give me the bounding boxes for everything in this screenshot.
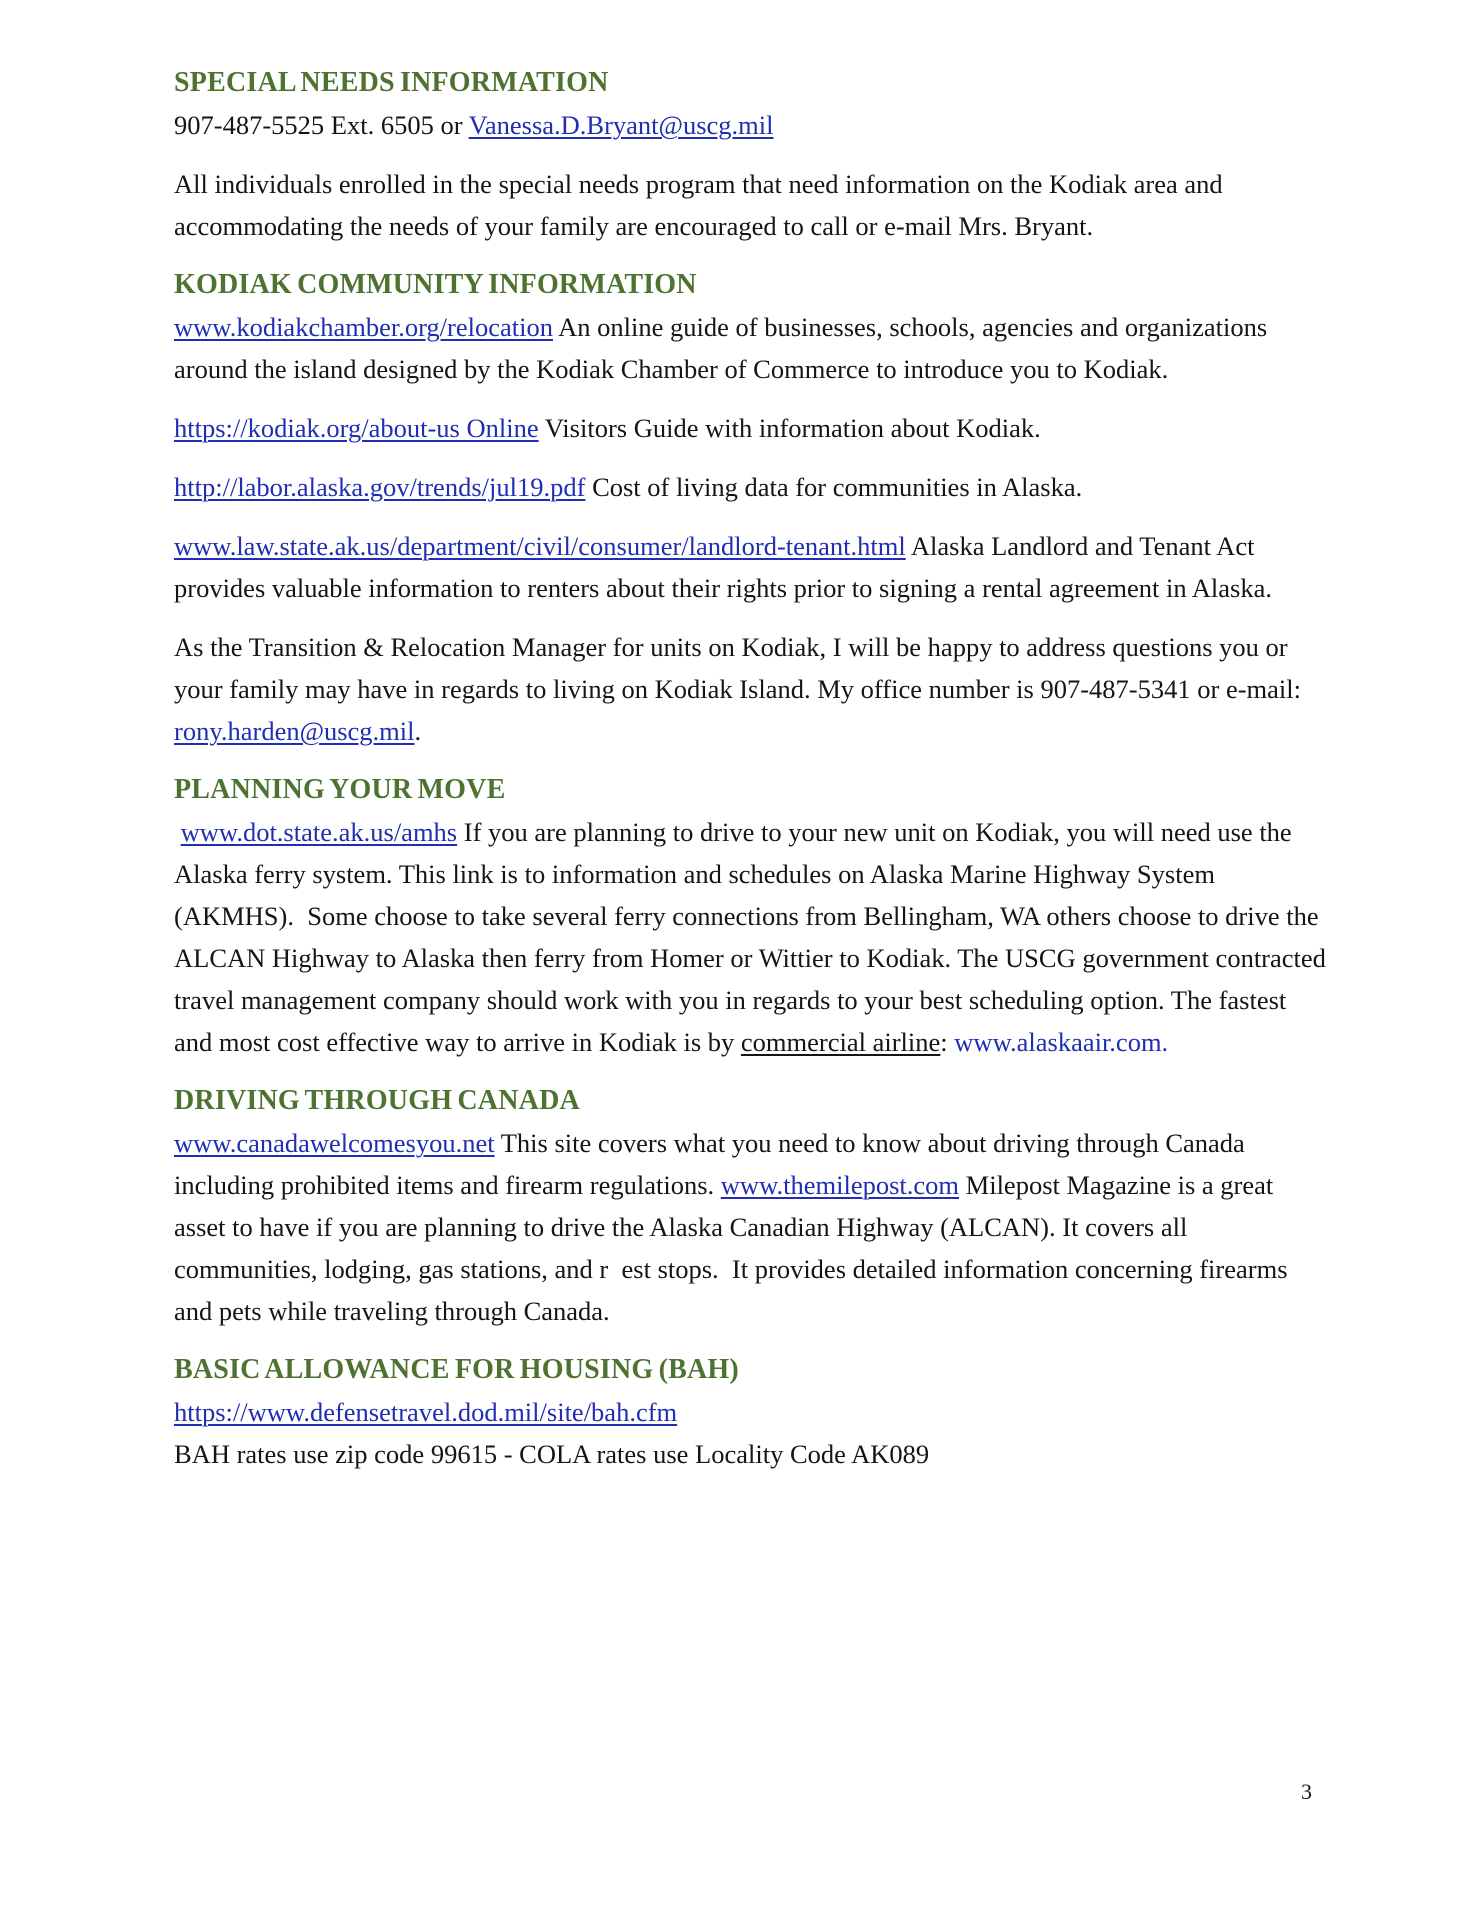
paragraph	[174, 1433, 1326, 1475]
text-run: Milepost Magazine is a great asset to have if you are planning to drive the Alaska Canadian Highway (ALCAN). It covers all communities, lodging, gas stations, and r est stops. It provides detailed information concerning firearms and pets while traveling through Canada.	[174, 1170, 1288, 1326]
text-run: If you are planning to drive to your new unit on Kodiak, you will need use the Alaska ferry system. This link is to information and schedules on Alaska Marine Highway System (AKMHS). Some choose to take several ferry connections from Bellingham, WA others choose to drive the ALCAN Highway to Alaska then ferry from Homer or Wittier to Kodiak. The USCG government contracted travel management company should work with you in regards to your best scheduling option. The fastest and most cost effective way to arrive in Kodiak is by	[174, 817, 1326, 1057]
hyperlink[interactable]: www.law.state.ak.us/department/civil/consumer/landlord-tenant.html	[174, 531, 906, 561]
hyperlink[interactable]: www.dot.state.ak.us/amhs	[180, 817, 458, 847]
hyperlink[interactable]: Vanessa.D.Bryant@uscg.mil	[468, 110, 774, 140]
section-heading: BASIC ALLOWANCE FOR HOUSING (BAH)	[174, 1354, 739, 1385]
text-run: .	[414, 716, 422, 746]
text-run: :	[940, 1027, 955, 1057]
paragraph	[174, 626, 1326, 752]
paragraph	[174, 306, 1326, 390]
section-heading: SPECIAL NEEDS INFORMATION	[174, 67, 609, 98]
underlined-text: commercial airline	[740, 1027, 941, 1057]
text-run	[174, 817, 181, 847]
text-run: Alaska Landlord and Tenant Act provides valuable information to renters about their rights prior to signing a rental agreement in Alaska.	[174, 531, 1272, 603]
paragraph	[174, 163, 1326, 247]
document-section	[174, 1080, 1326, 1332]
section-heading: DRIVING THROUGH CANADA	[174, 1085, 580, 1116]
text-run: Visitors Guide with information about Kodiak.	[538, 413, 1041, 443]
document-section	[174, 1349, 1326, 1475]
section-heading: KODIAK COMMUNITY INFORMATION	[174, 269, 697, 300]
document-page	[174, 62, 1326, 1475]
document-section	[174, 769, 1326, 1063]
hyperlink[interactable]: http://labor.alaska.gov/trends/jul19.pdf	[174, 472, 586, 502]
hyperlink[interactable]: rony.harden@uscg.mil	[174, 716, 415, 746]
text-run: As the Transition & Relocation Manager for units on Kodiak, I will be happy to address questions you or your family may have in regards to living on Kodiak Island. My office number is 907-487-5341 or e-mail:	[174, 632, 1301, 704]
paragraph	[174, 1391, 1326, 1433]
paragraph	[174, 407, 1326, 449]
text-run: All individuals enrolled in the special needs program that need information on the Kodiak area and accommodating the needs of your family are encouraged to call or e-mail Mrs. Bryant.	[174, 169, 1223, 241]
paragraph	[174, 466, 1326, 508]
hyperlink[interactable]: www.themilepost.com	[720, 1170, 960, 1200]
paragraph	[174, 104, 1326, 146]
text-run: Cost of living data for communities in Alaska.	[585, 472, 1083, 502]
hyperlink[interactable]: www.canadawelcomesyou.net	[174, 1128, 495, 1158]
section-heading: PLANNING YOUR MOVE	[174, 774, 506, 805]
hyperlink[interactable]: https://kodiak.org/about-us Online	[174, 413, 539, 443]
document-section	[174, 264, 1326, 752]
document-section	[174, 62, 1326, 247]
paragraph	[174, 525, 1326, 609]
paragraph	[174, 811, 1326, 1063]
paragraph	[174, 1122, 1326, 1332]
text-run: 907-487-5525 Ext. 6505 or	[174, 110, 469, 140]
hyperlink[interactable]: https://www.defensetravel.dod.mil/site/bah.cfm	[174, 1397, 678, 1427]
text-run: BAH rates use zip code 99615 - COLA rates use Locality Code AK089	[174, 1439, 930, 1469]
hyperlink[interactable]: www.alaskaair.com.	[954, 1027, 1169, 1057]
text-run: This site covers what you need to know about driving through Canada including prohibited items and firearm regulations.	[174, 1128, 1245, 1200]
page-number: 3	[1301, 1779, 1312, 1804]
text-run: An online guide of businesses, schools, agencies and organizations around the island designed by the Kodiak Chamber of Commerce to introduce you to Kodiak.	[174, 312, 1268, 384]
hyperlink[interactable]: www.kodiakchamber.org/relocation	[174, 312, 553, 342]
